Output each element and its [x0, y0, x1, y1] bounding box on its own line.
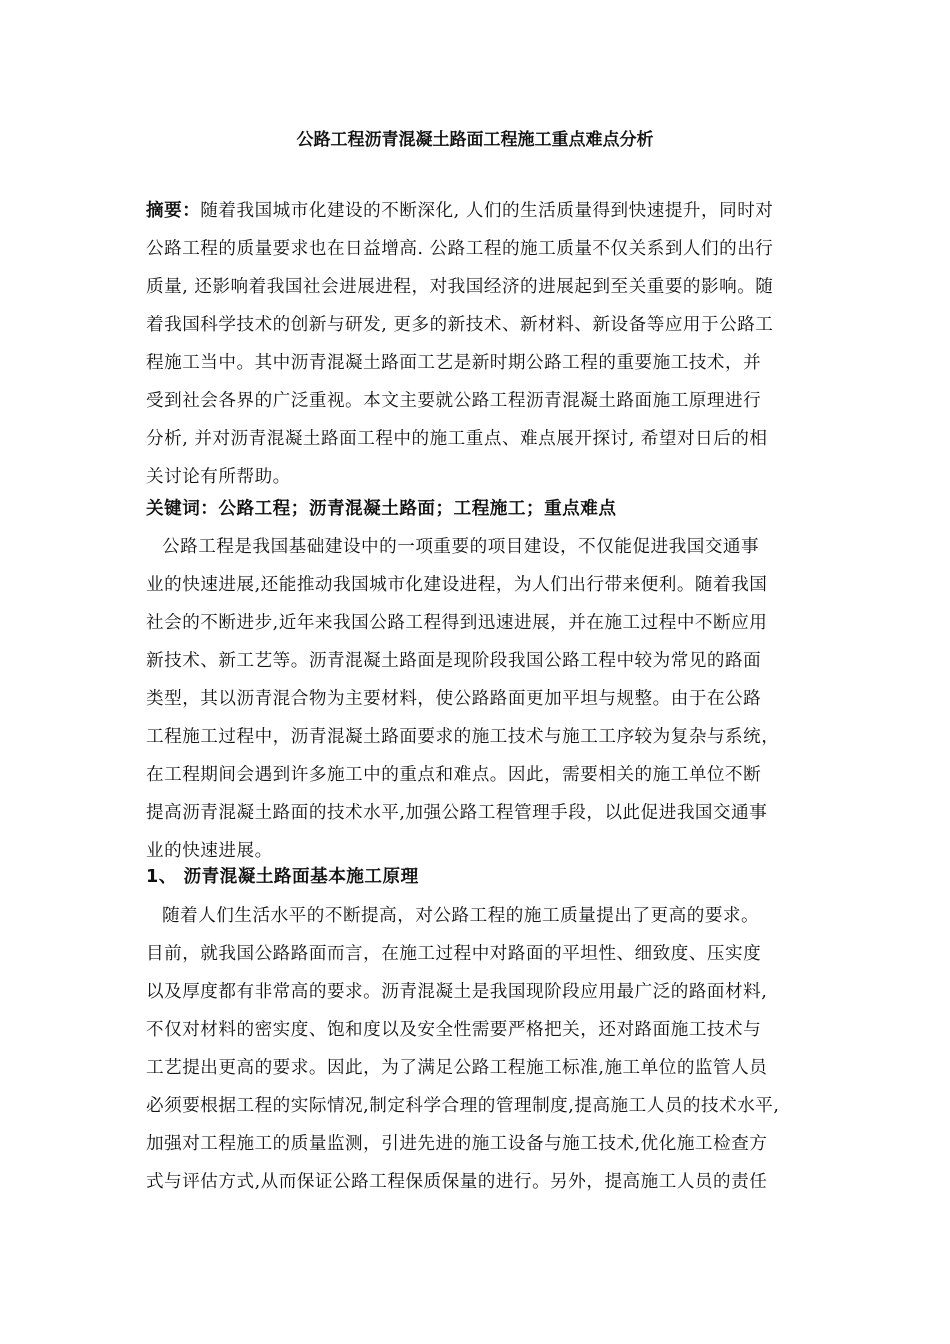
- paragraph-line: 目前，就我国公路路面而言，在施工过程中对路面的平坦性、细致度、压实度: [146, 944, 762, 964]
- paragraph-line: 工程施工过程中，沥青混凝土路面要求的施工技术与施工工序较为复杂与系统，: [146, 727, 780, 747]
- section-1-heading: 1、 沥青混凝土路面基本施工原理: [146, 867, 419, 887]
- keywords-text: 公路工程；沥青混凝土路面；工程施工；重点难点: [218, 499, 617, 519]
- abstract-line: [146, 192, 806, 230]
- abstract-label: 摘要：: [146, 201, 201, 221]
- paragraph-line: 提高沥青混凝土路面的技术水平,加强公路工程管理手段，以此促进我国交通事: [146, 803, 768, 823]
- paragraph-line: 类型，其以沥青混合物为主要材料，使公路路面更加平坦与规整。由于在公路: [146, 689, 762, 709]
- paragraph-line: 社会的不断进步,近年来我国公路工程得到迅速进展，并在施工过程中不断应用: [146, 613, 768, 633]
- paragraph-line: 加强对工程施工的质量监测，引进先进的施工设备与施工技术,优化施工检查方: [146, 1134, 768, 1154]
- paragraph-line: 工艺提出更高的要求。因此，为了满足公路工程施工标准,施工单位的监管人员: [146, 1058, 768, 1078]
- paragraph-line: 随着人们生活水平的不断提高，对公路工程的施工质量提出了更高的要求。: [162, 906, 760, 926]
- paragraph-line: 新技术、新工艺等。沥青混凝土路面是现阶段我国公路工程中较为常见的路面: [146, 651, 762, 671]
- paragraph-line: 式与评估方式,从而保证公路工程保质保量的进行。另外，提高施工人员的责任: [146, 1172, 768, 1192]
- document-title: 公路工程沥青混凝土路面工程施工重点难点分析: [296, 130, 654, 150]
- paragraph-line: 在工程期间会遇到许多施工中的重点和难点。因此，需要相关的施工单位不断: [146, 765, 762, 785]
- paragraph-line: 业的快速进展,还能推动我国城市化建设进程，为人们出行带来便利。随着我国: [146, 575, 768, 595]
- keywords-label: 关键词：: [146, 499, 219, 519]
- abstract-line: 分析, 并对沥青混凝土路面工程中的施工重点、难点展开探讨, 希望对日后的相: [146, 429, 768, 449]
- paragraph-line: 不仅对材料的密实度、饱和度以及安全性需要严格把关，还对路面施工技术与: [146, 1020, 762, 1040]
- abstract-line: 质量, 还影响着我国社会进展进程，对我国经济的进展起到至关重要的影响。随: [146, 277, 774, 297]
- section-1-paragraph: [146, 897, 806, 1201]
- keywords-line: [146, 490, 806, 528]
- abstract-text: 随着我国城市化建设的不断深化, 人们的生活质量得到快速提升，同时对: [200, 201, 774, 221]
- abstract-line: 关讨论有所帮助。: [146, 467, 291, 487]
- paragraph-line: 业的快速进展。: [146, 841, 273, 861]
- intro-paragraph: [146, 528, 806, 870]
- abstract-line: 着我国科学技术的创新与研发, 更多的新技术、新材料、新设备等应用于公路工: [146, 315, 774, 335]
- section-heading: [146, 858, 806, 896]
- paragraph-line: 必须要根据工程的实际情况,制定科学合理的管理制度,提高施工人员的技术水平,: [146, 1096, 780, 1116]
- abstract-section: [146, 192, 806, 496]
- abstract-line: 公路工程的质量要求也在日益增高. 公路工程的施工质量不仅关系到人们的出行: [146, 239, 774, 259]
- abstract-line: 受到社会各界的广泛重视。本文主要就公路工程沥青混凝土路面施工原理进行: [146, 391, 762, 411]
- paragraph-line: 以及厚度都有非常高的要求。沥青混凝土是我国现阶段应用最广泛的路面材料,: [146, 982, 768, 1002]
- keywords-section: [146, 490, 806, 528]
- paragraph-line: 公路工程是我国基础建设中的一项重要的项目建设，不仅能促进我国交通事: [162, 537, 760, 557]
- abstract-line: 程施工当中。其中沥青混凝土路面工艺是新时期公路工程的重要施工技术，并: [146, 353, 762, 373]
